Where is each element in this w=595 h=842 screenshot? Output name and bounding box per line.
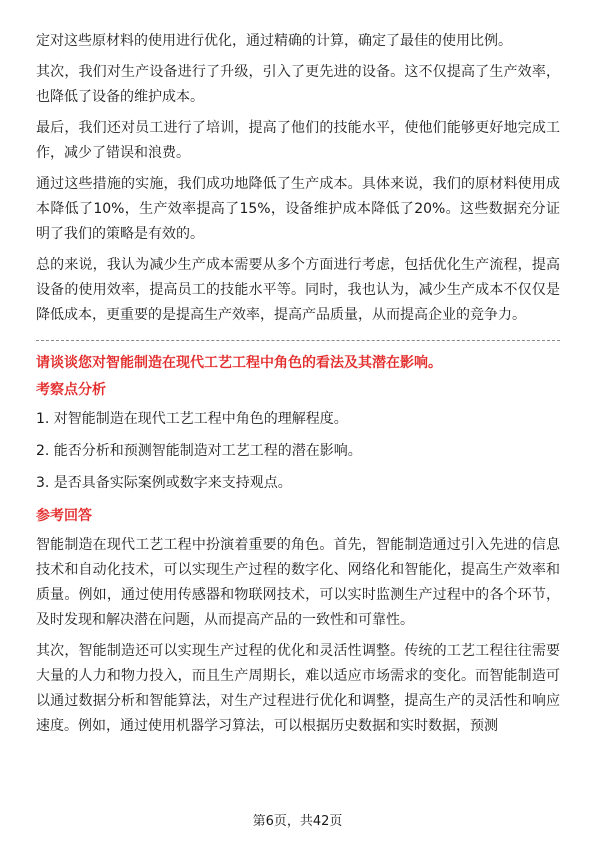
intro-paragraph-3: 最后，我们还对员工进行了培训，提高了他们的技能水平，使他们能够更好地完成工作，减少了错误和浪费。 xyxy=(36,120,560,161)
intro-paragraph-1: 定对这些原材料的使用进行优化，通过精确的计算，确定了最佳的使用比例。 xyxy=(36,33,512,49)
section-divider xyxy=(36,340,560,341)
intro-paragraph-4: 通过这些措施的实施，我们成功地降低了生产成本。具体来说，我们的原材料使用成本降低了10%，生产效率提高了15%，设备维护成本降低了20%。这些数据充分证明了我们的策略是有效的。 xyxy=(36,176,560,242)
intro-paragraph-5: 总的来说，我认为减少生产成本需要从多个方面进行考虑，包括优化生产流程，提高设备的使用效率，提高员工的技能水平等。同时，我也认为，减少生产成本不仅仅是降低成本，更重要的是提高生产效率，提高产品质量，从而提高企业的竞争力。 xyxy=(36,257,560,323)
interview-question: 请谈谈您对智能制造在现代工艺工程中角色的看法及其潜在影响。 xyxy=(36,355,442,371)
answer-title: 参考回答 xyxy=(36,508,92,524)
analysis-point-2: 2. 能否分析和预测智能制造对工艺工程的潜在影响。 xyxy=(36,443,362,459)
analysis-point-1: 1. 对智能制造在现代工艺工程中角色的理解程度。 xyxy=(36,411,348,427)
answer-paragraph-2: 其次，智能制造还可以实现生产过程的优化和灵活性调整。传统的工艺工程往往需要大量的人力和物力投入，而且生产周期长，难以适应市场需求的变化。而智能制造可以通过数据分析和智能算法，对生产过程进行优化和调整，提高生产的灵活性和响应速度。例如，通过使用机器学习算法，可以根据历史数据和实时数据，预测 xyxy=(36,643,560,734)
analysis-title: 考察点分析 xyxy=(36,382,106,398)
analysis-point-3: 3. 是否具备实际案例或数字来支持观点。 xyxy=(36,475,292,491)
intro-paragraph-2: 其次，我们对生产设备进行了升级，引入了更先进的设备。这不仅提高了生产效率，也降低了设备的维护成本。 xyxy=(36,64,560,105)
document-page xyxy=(36,29,560,745)
page-number: 第6页，共42页 xyxy=(252,814,343,829)
answer-paragraph-1: 智能制造在现代工艺工程中扮演着重要的角色。首先，智能制造通过引入先进的信息技术和自动化技术，可以实现生产过程的数字化、网络化和智能化，提高生产效率和质量。例如，通过使用传感器和物联网技术，可以实时监测生产过程中的各个环节，及时发现和解决潜在问题，从而提高产品的一致性和可靠性。 xyxy=(36,537,560,628)
